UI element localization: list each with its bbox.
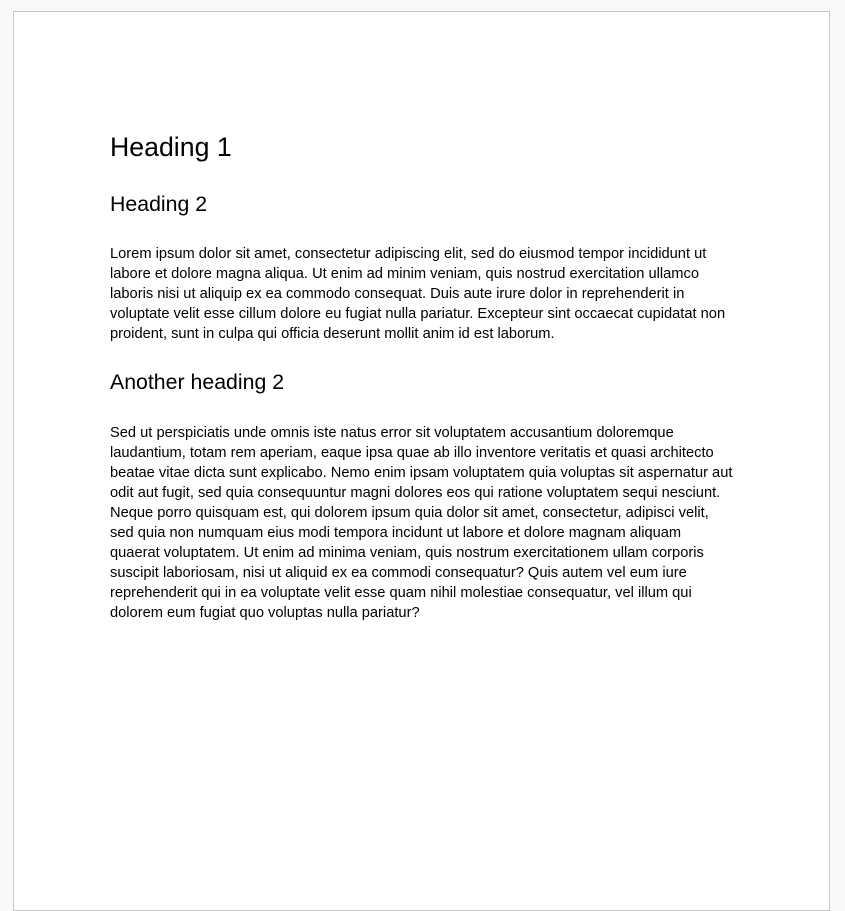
paragraph-2: Sed ut perspiciatis unde omnis iste natus error sit voluptatem accusantium doloremque laudantium, totam rem aperiam, eaque ipsa quae ab illo inventore veritatis et quasi architecto beatae vitae dicta sunt explicabo. Nemo enim ipsam voluptatem quia voluptas sit aspernatur aut odit aut fugit, sed quia consequuntur magni dolores eos qui ratione voluptatem sequi nesciunt. Neque porro quisquam est, qui dolorem ipsum quia dolor sit amet, consectetur, adipisci velit, sed quia non numquam eius modi tempora incidunt ut labore et dolore magnam aliquam quaerat voluptatem. Ut enim ad minima veniam, quis nostrum exercitationem ullam corporis suscipit laboriosam, nisi ut aliquid ex ea commodi consequatur? Quis autem vel eum iure reprehenderit qui in ea voluptate velit esse quam nihil molestiae consequatur, vel illum qui dolorem eum fugiat quo voluptas nulla pariatur? xyxy=(110,424,733,621)
document-content xyxy=(14,12,829,729)
paragraph-1: Lorem ipsum dolor sit amet, consectetur adipiscing elit, sed do eiusmod tempor incididunt ut labore et dolore magna aliqua. Ut enim ad minim veniam, quis nostrud exercitation ullamco laboris nisi ut aliquip ex ea commodo consequat. Duis aute irure dolor in reprehenderit in voluptate velit esse cillum dolore eu fugiat nulla pariatur. Excepteur sint occaecat cupidatat non proident, sunt in culpa qui officia deserunt mollit anim id est laborum. xyxy=(110,246,726,343)
heading-1: Heading 1 xyxy=(110,132,232,162)
document-page xyxy=(13,11,830,911)
another-heading-2: Another heading 2 xyxy=(110,370,285,395)
heading-2: Heading 2 xyxy=(110,191,208,216)
